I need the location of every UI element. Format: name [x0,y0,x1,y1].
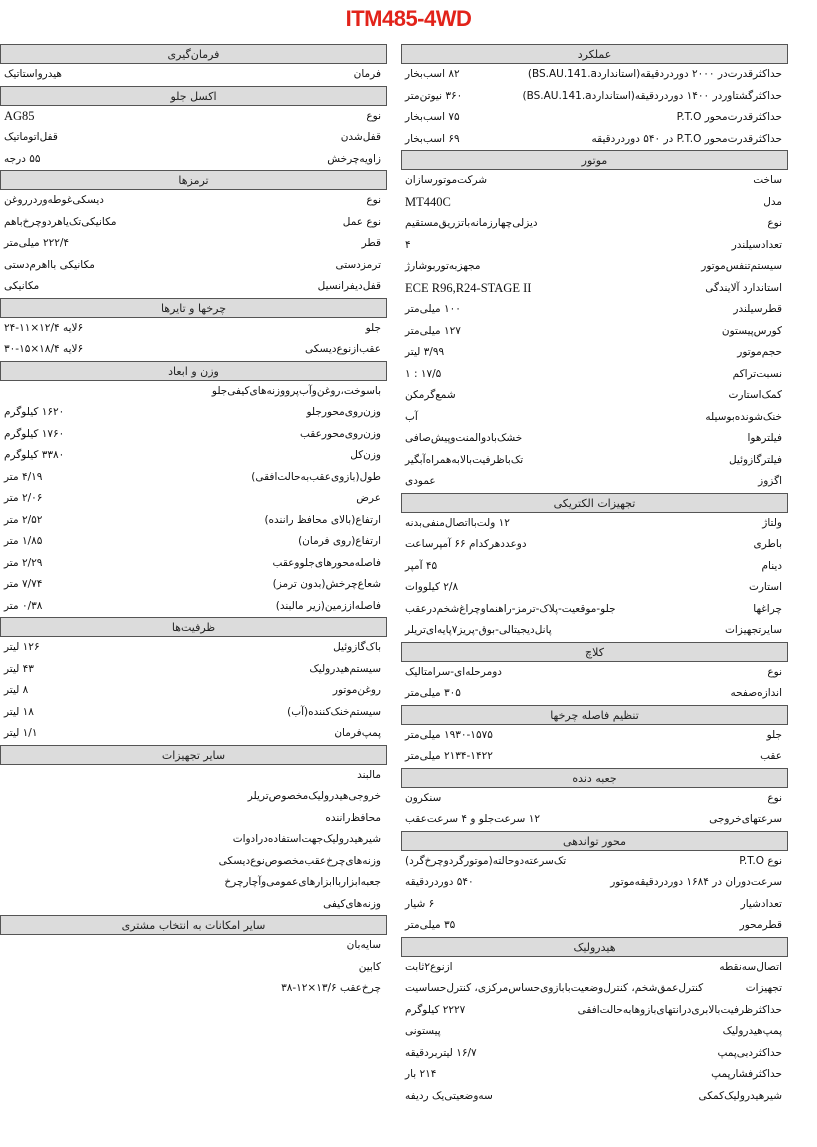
spec-row [401,1086,788,1108]
spec-row [401,213,788,235]
section-heading: هیدرولیک [401,937,788,957]
spec-value: ۶لایه ۱۲/۴×۱۱-۲۴ [4,321,84,334]
spec-label: نسبت‌تراکم [732,367,782,380]
spec-row [0,553,387,575]
spec-value: ۳۵ میلی‌متر [405,919,456,931]
spec-label: سیستم‌هیدرولیک [309,662,381,675]
spec-value: ۳۶۰ نیوتن‌متر [405,89,463,102]
spec-label: کابین [358,960,381,973]
spec-row [0,894,387,916]
spec-row [0,596,387,618]
spec-label: پمپ‌هیدرولیک [722,1025,782,1037]
spec-value: ۸۲ اسب‌بخار [405,68,460,80]
section-heading: فرمان‌گیری [0,44,387,64]
spec-value: ۲/۰۶ متر [4,492,43,504]
spec-row [0,424,387,446]
spec-label: کمک‌استارت [728,389,782,401]
spec-label: ولتاژ [762,516,782,529]
spec-value: عمودی [405,475,436,487]
spec-label: استارت [748,581,782,593]
spec-value: ۲۲۲/۴ میلی‌متر [4,237,70,249]
spec-label: قطرمحور [739,919,782,931]
spec-label: حداکثرقدرت‌محور P.T.O در ۵۴۰ دوردردقیقه [591,132,782,145]
spec-value: ۶۹ اسب‌بخار [405,132,460,145]
spec-row [401,299,788,321]
spec-value: ۲/۵۲ متر [4,513,43,526]
spec-label: تعدادسیلندر [731,238,782,251]
spec-value: جلو-موقعیت-پلاک-ترمز-راهنماوچراغ‌شخم‌درعقب [405,602,616,615]
spec-row [0,318,387,340]
spec-row [0,935,387,957]
spec-label: زاویه‌چرخش [327,152,381,165]
spec-row [401,1043,788,1065]
spec-label: مدل [763,195,782,208]
spec-label: فاصله‌محورهای‌جلووعقب [272,556,381,569]
spec-value: ۷/۷۴ متر [4,578,43,590]
spec-label: مالبند [357,768,381,781]
section-heading: محور تواندهی [401,831,788,851]
spec-label: پمپ‌فرمان [334,727,381,739]
spec-row [0,723,387,745]
spec-label: دینام [761,559,782,572]
spec-row [401,725,788,747]
spec-row [0,851,387,873]
spec-value: ۱۲ سرعت‌جلو و ۴ سرعت‌عقب [405,813,540,825]
spec-row [401,746,788,768]
spec-row [401,64,788,86]
spec-label: عرض [356,492,381,504]
spec-label: وزن‌روی‌محورجلو [306,406,381,418]
spec-value: کنترل‌عمق‌شخم، کنترل‌وضعیت‌بابازوی‌حساس‌مرکزی، کنترل‌حساسیت [405,982,704,994]
spec-value: ۶ شیار [405,897,435,910]
spec-label: فیلترگازوئیل [728,453,782,466]
spec-value: ۱۶۲۰ کیلوگرم [4,406,65,418]
spec-label: سیستم‌تنفس‌موتور [701,260,782,272]
spec-value: آب [405,410,418,423]
spec-value: ۳۳۸۰ کیلوگرم [4,449,65,461]
spec-label: شیرهیدرولیک‌کمکی [698,1089,782,1102]
spec-row [401,107,788,129]
spec-label: نوع [366,109,381,122]
spec-label: قفل‌دیفرانسیل [317,280,381,292]
spec-value: MT440C [405,194,451,209]
spec-label: حداکثرقدرت‌در ۲۰۰۰ دوردردقیقه(استاندارد‌BS.AU.141.a) [527,68,782,80]
spec-value: ۴/۱۹ متر [4,470,43,483]
spec-label: سایه‌بان [346,939,381,951]
spec-value: ۱۹۳۰-۱۵۷۵ میلی‌متر [405,728,493,741]
spec-row [401,471,788,493]
spec-label: اگزوز [758,475,782,487]
spec-label: عقب‌ازنوع‌دیسکی [304,343,381,355]
spec-row [401,129,788,151]
spec-label: سایرتجهیزات [724,624,782,636]
spec-value: مکانیکی‌تک‌یاهردوچرخ‌باهم [4,215,117,228]
spec-value: ۱۸ لیتر [4,705,34,718]
spec-value: ۰/۳۸ متر [4,599,43,612]
section-heading: عملکرد [401,44,788,64]
spec-row [401,894,788,916]
spec-row [401,1021,788,1043]
spec-label: اتصال‌سه‌نقطه [719,960,782,973]
spec-value: ۱۷۶۰ کیلوگرم [4,427,65,440]
section-heading: تجهیزات الکتریکی [401,493,788,513]
spec-row [401,256,788,278]
spec-value: ۲۱۴ بار [405,1068,437,1080]
spec-row [401,809,788,831]
spec-label: حداکثردبی‌پمپ [717,1046,782,1059]
spec-row [0,445,387,467]
spec-label: ارتفاع(بالای محافظ راننده) [264,513,381,526]
spec-value: مکانیکی بااهرم‌دستی [4,258,95,271]
spec-value: ۱۲ ولت‌بااتصال‌منفی‌بدنه [405,516,510,529]
spec-row [0,127,387,149]
spec-label: عقب [760,750,782,762]
spec-row [0,212,387,234]
spec-row [0,190,387,212]
spec-label: قطرسیلندر [733,303,782,315]
section-heading: سایر امکانات به انتخاب مشتری [0,915,387,935]
spec-row [0,106,387,128]
spec-row [401,321,788,343]
spec-row [0,957,387,979]
section-heading: ظرفیت‌ها [0,617,387,637]
spec-value: هیدرواستاتیک [4,68,62,80]
spec-value: دومرحله‌ای-سرامتالیک [405,665,502,678]
spec-row [0,574,387,596]
spec-value: AG85 [4,108,35,123]
section-heading: کلاچ [401,642,788,662]
spec-row [0,808,387,830]
spec-value: سنکرون [405,791,442,804]
section-heading: تنظیم فاصله چرخها [401,705,788,725]
spec-label: نوع عمل [342,215,381,228]
spec-row [401,86,788,108]
spec-row [401,683,788,705]
section-heading: وزن و ابعاد [0,361,387,381]
spec-label: سیستم‌خنک‌کننده(آب) [287,705,381,718]
spec-row [0,786,387,808]
spec-value: شمع‌گرمکن [405,389,456,401]
spec-value: ۴۵ آمپر [405,559,438,572]
spec-value: ۵۵ درجه [4,152,41,165]
spec-value: ۱۲۷ میلی‌متر [405,324,461,337]
spec-label: وزن‌روی‌محورعقب [300,427,381,440]
spec-value: ۲/۸ کیلووات [405,581,459,593]
spec-row [401,851,788,873]
spec-label: قطر [361,237,381,249]
spec-label: تجهیزات [745,982,782,994]
spec-row [0,829,387,851]
spec-label: محافظ‌راننده [325,811,381,824]
spec-row [401,620,788,642]
spec-row [0,488,387,510]
spec-value: ۲۱۳۴-۱۴۲۲ میلی‌متر [405,750,493,762]
spec-label: حداکثرفشارپمپ [711,1068,782,1080]
spec-label: چرخ‌عقب ۱۳/۶×۱۲-۳۸ [281,982,381,994]
spec-row [0,402,387,424]
spec-value: ۳۰۵ میلی‌متر [405,687,461,699]
spec-value: ۱/۱ لیتر [4,727,38,739]
spec-row [0,276,387,298]
spec-value: دیسکی‌غوطه‌وردرروغن [4,194,104,206]
spec-row [401,872,788,894]
spec-label: اندازه‌صفحه [730,687,782,699]
spec-value: ۱۶/۷ لیتربردقیقه [405,1046,477,1059]
spec-label: باطری [753,538,782,550]
spec-row [401,385,788,407]
spec-label: وزنه‌های‌چرخ‌عقب‌مخصوص‌نوع‌دیسکی [218,854,381,867]
spec-value: سه‌وضعیتی‌یک ردیفه [405,1089,493,1102]
spec-value: دیزلی‌چهارزمانه‌باتزریق‌مستقیم [405,217,538,229]
spec-value: پیستونی [405,1025,441,1037]
spec-label: ارتفاع(روی فرمان) [298,535,381,547]
spec-value: ۸ لیتر [4,684,29,696]
spec-row [401,662,788,684]
spec-row [0,531,387,553]
spec-row [401,170,788,192]
spec-label: ساخت [753,174,782,186]
spec-row [0,702,387,724]
spec-row [401,957,788,979]
spec-label: قفل‌شدن [340,131,381,143]
spec-label: فاصله‌اززمین(زیر مالبند) [275,599,381,612]
spec-label: حداکثرگشتاوردر ۱۴۰۰ دوردردقیقه(استاندارد‌BS.AU.141.a) [522,89,782,102]
spec-row [401,407,788,429]
spec-row [0,659,387,681]
spec-row [401,556,788,578]
spec-row [401,364,788,386]
spec-label: حداکثرظرفیت‌بالابری‌درانتهای‌بازوهابه‌حالت‌افقی [577,1003,782,1016]
spec-value: ۴ [405,238,411,251]
spec-label: فرمان [353,68,381,80]
spec-value: ۴۳ لیتر [4,662,34,675]
section-heading: ترمزها [0,170,387,190]
spec-value: ۶لایه ۱۸/۴×۱۵-۳۰ [4,343,84,355]
spec-row [0,381,387,403]
spec-row [0,339,387,361]
spec-row [0,467,387,489]
spec-label: باسوخت،روغن‌وآب‌پرووزنه‌های‌کیفی‌جلو [211,384,381,397]
spec-row [0,637,387,659]
spec-row [0,510,387,532]
spec-value: مکانیکی [4,280,40,292]
spec-label: کورس‌پیستون [721,324,782,337]
left-spec-column [0,44,387,1000]
spec-row [401,534,788,556]
spec-row [401,1000,788,1022]
section-heading: موتور [401,150,788,170]
spec-label: وزن‌کل [350,449,381,461]
spec-label: نوع [767,791,782,804]
spec-row [0,765,387,787]
spec-value: تک‌باظرفیت‌بالابه‌همراه‌آبگیر [405,453,524,466]
spec-label: شعاع‌چرخش(بدون ترمز) [272,578,381,590]
spec-label: نوع [767,217,782,229]
spec-label: سرعت‌دوران در ۱۶۸۴ دوردردقیقه‌موتور [610,876,782,888]
spec-label: خروجی‌هیدرولیک‌مخصوص‌تریلر [247,790,381,802]
spec-label: حداکثرقدرت‌محور P.T.O [676,111,782,123]
spec-row [401,428,788,450]
spec-row [0,255,387,277]
spec-value: دوعددهرکدام ۶۶ آمپرساعت [405,538,527,550]
spec-label: نوع [767,665,782,678]
spec-label: روغن‌موتور [332,684,381,696]
spec-value: ECE R96,R24-STAGE II [405,280,532,295]
spec-value: ۲/۲۹ متر [4,556,43,569]
page-title: ITM485-4WD [345,6,472,31]
spec-row [0,233,387,255]
spec-value: ۱۷/۵ : ۱ [405,367,442,380]
spec-row [0,680,387,702]
spec-value: ۵۴۰ دوردردقیقه [405,876,474,888]
right-spec-column [401,44,788,1107]
spec-value: ازنوع۲ثابت [405,960,453,973]
spec-label: خنک‌شونده‌بوسیله [705,410,782,423]
spec-row [401,788,788,810]
spec-label: ترمزدستی [335,258,381,271]
spec-row [401,1064,788,1086]
spec-row [401,278,788,300]
spec-row [401,915,788,937]
spec-label: فیلترهوا [747,432,782,444]
spec-row [401,235,788,257]
spec-value: خشک‌بادوالمنت‌وپیش‌صافی [405,432,523,444]
spec-row [401,450,788,472]
spec-label: شیرهیدرولیک‌جهت‌استفاده‌درادوات [232,833,381,845]
spec-label: چراغها [753,602,782,615]
spec-label: نوع P.T.O [739,854,782,867]
spec-row [401,192,788,214]
spec-label: جلو [365,321,381,334]
spec-value: شرکت‌موتورسازان [405,174,488,186]
spec-label: طول(بازوی‌عقب‌به‌حالت‌افقی) [251,470,381,483]
spec-row [401,978,788,1000]
spec-value: ۳/۹۹ لیتر [405,346,445,358]
section-heading: چرخها و تایرها [0,298,387,318]
spec-value: ۷۵ اسب‌بخار [405,111,460,123]
spec-label: سرعتهای‌خروجی [709,813,782,825]
spec-row [0,149,387,171]
spec-value: مجهزبه‌توربوشارژ [405,260,481,272]
spec-label: استاندارد آلایندگی [705,281,782,294]
spec-value: پانل‌دیجیتالی-بوق-پریز۷پایه‌ای‌تریلر [405,624,552,636]
spec-row [401,577,788,599]
spec-row [0,978,387,1000]
spec-label: باک‌گازوئیل [333,641,381,653]
spec-label: تعدادشیار [740,897,782,910]
spec-value: ۱۰۰ میلی‌متر [405,303,461,315]
section-heading: اکسل جلو [0,86,387,106]
spec-label: جعبه‌ابزارباابزارهای‌عمومی‌وآچارچرخ [224,876,381,888]
spec-label: نوع [366,194,381,206]
spec-row [401,342,788,364]
section-heading: سایر تجهیزات [0,745,387,765]
spec-row [0,872,387,894]
spec-row [401,513,788,535]
spec-value: ۲۲۲۷ کیلوگرم [405,1003,466,1016]
spec-row [0,64,387,86]
spec-value: ۱۲۶ لیتر [4,641,40,653]
spec-value: ۱/۸۵ متر [4,535,43,547]
spec-value: تک‌سرعته‌دوحالته(موتورگردوچرخ‌گرد) [405,854,567,867]
spec-row [401,599,788,621]
spec-label: حجم‌موتور [737,346,782,358]
spec-label: وزنه‌های‌کیفی [323,897,381,910]
spec-value: قفل‌اتوماتیک [4,131,58,143]
section-heading: جعبه دنده [401,768,788,788]
spec-label: جلو [766,728,782,741]
